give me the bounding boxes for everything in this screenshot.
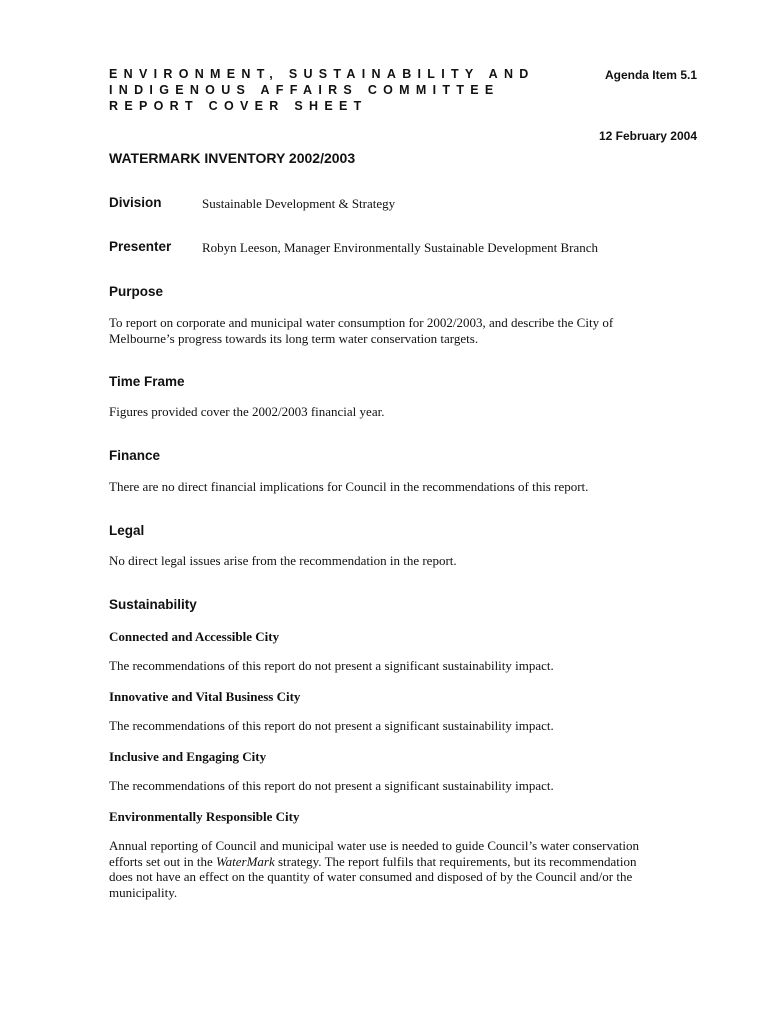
- legal-heading: Legal: [109, 523, 145, 538]
- environment-line: Annual reporting of Council and municipal water use is needed to guide Council’s water conservation: [109, 838, 639, 853]
- watermark-strategy-name: WaterMark: [216, 853, 275, 869]
- committee-line-3: REPORT COVER SHEET: [109, 99, 368, 113]
- purpose-text: [109, 315, 709, 346]
- purpose-heading: Purpose: [109, 284, 164, 299]
- innovative-city-text: The recommendations of this report do not present a significant sustainability impact.: [109, 718, 554, 733]
- purpose-line: To report on corporate and municipal water consumption for 2002/2003, and describe the City of: [109, 315, 614, 330]
- agenda-item: Agenda Item 5.1: [604, 68, 697, 82]
- environment-line-text: strategy. The report fulfils that requirements, but its recommendation: [274, 853, 637, 869]
- finance-heading: Finance: [109, 448, 161, 463]
- division-label: Division: [109, 195, 162, 210]
- timeframe-text: Figures provided cover the 2002/2003 financial year.: [109, 404, 385, 419]
- presenter-value: Robyn Leeson, Manager Environmentally Sustainable Development Branch: [202, 240, 599, 255]
- environment-city-text: [109, 838, 709, 900]
- legal-text: No direct legal issues arise from the recommendation in the report.: [109, 553, 457, 568]
- presenter-label: Presenter: [109, 239, 172, 254]
- committee-heading: [109, 66, 579, 114]
- report-date: 12 February 2004: [598, 129, 697, 143]
- inclusive-city-text: The recommendations of this report do not present a significant sustainability impact.: [109, 778, 554, 793]
- committee-line-2: INDIGENOUS AFFAIRS COMMITTEE: [109, 83, 500, 97]
- environment-line: [109, 854, 709, 870]
- environment-line: does not have an effect on the quantity of water consumed and disposed of by the Council and/or the: [109, 869, 633, 884]
- connected-city-heading: Connected and Accessible City: [109, 629, 280, 644]
- environment-line-text: efforts set out in the: [109, 853, 216, 869]
- timeframe-heading: Time Frame: [109, 374, 185, 389]
- environment-city-heading: Environmentally Responsible City: [109, 809, 300, 824]
- purpose-line: Melbourne’s progress towards its long term water conservation targets.: [109, 330, 479, 346]
- connected-city-text: The recommendations of this report do not present a significant sustainability impact.: [109, 658, 554, 673]
- inclusive-city-heading: Inclusive and Engaging City: [109, 749, 267, 764]
- document-title: WATERMARK INVENTORY 2002/2003: [109, 150, 356, 166]
- division-value: Sustainable Development & Strategy: [202, 196, 396, 211]
- environment-line: municipality.: [109, 884, 178, 900]
- committee-line-1: ENVIRONMENT, SUSTAINABILITY AND: [109, 67, 535, 81]
- innovative-city-heading: Innovative and Vital Business City: [109, 689, 301, 704]
- sustainability-heading: Sustainability: [109, 597, 197, 612]
- finance-text: There are no direct financial implications for Council in the recommendations of this report.: [109, 479, 589, 494]
